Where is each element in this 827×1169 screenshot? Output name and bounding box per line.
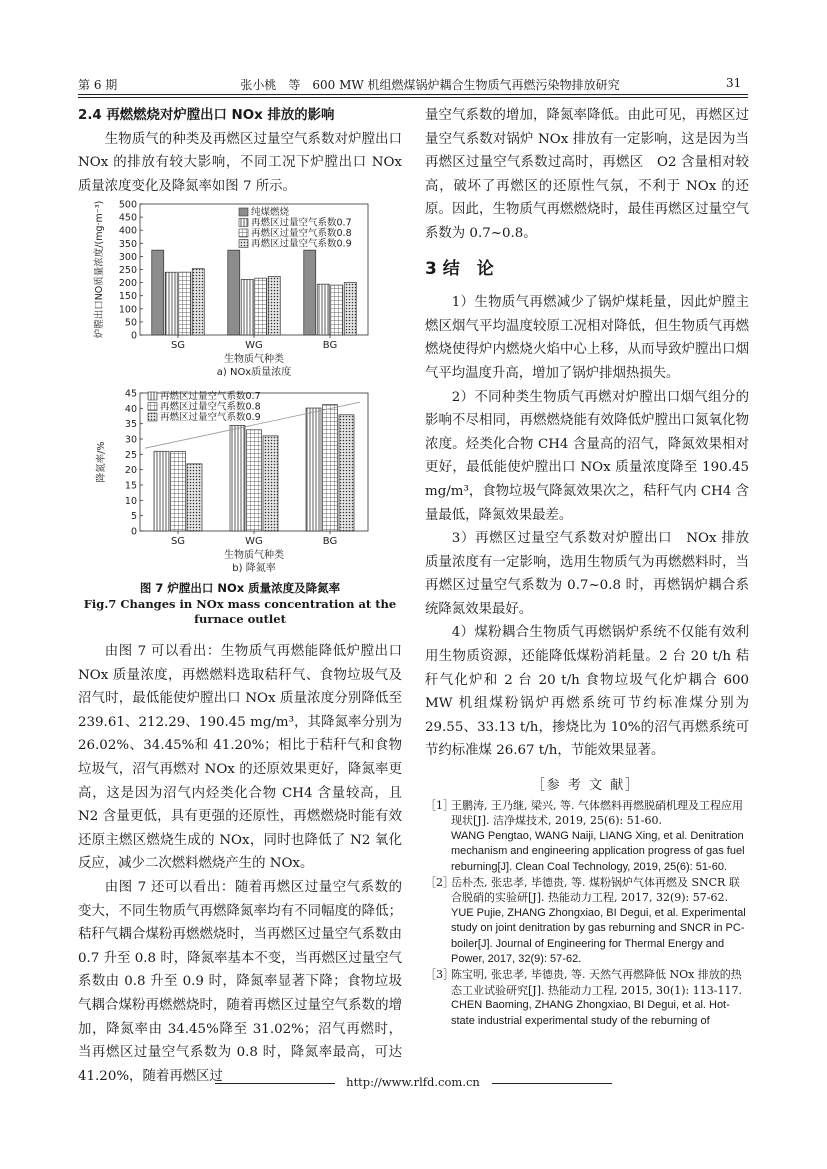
reference-item: ［1］ 王鹏涛, 王乃继, 梁兴, 等. 气体燃料再燃脱硝机理及工程应用现状[J]. 洁净煤技术, 2019, 25(6): 51-60. WANG Pengtao, WANG Naiji, LIANG Xing, et al. Denitration mechanism and engineering application progress of gas fuel reburning[J]. Clean Coal Technology, 2019, 25(6): 51-60. (425, 799, 745, 873)
y-tick-label: 250 (118, 265, 137, 276)
bar (230, 425, 245, 531)
y-tick-label: 40 (124, 403, 137, 415)
x-tick-label: BG (322, 340, 338, 351)
x-axis-label: 生物质气种类 (224, 550, 284, 561)
legend-swatch (239, 240, 248, 248)
conclusion-4: 4）煤粉耦合生物质气再燃锅炉系统不仅能有效利用生物质资源，还能降低煤粉消耗量。2 台 20 t/h 秸秆气化炉和 2 台 20 t/h 食物垃圾气化炉耦合 600 MW 机组煤粉锅炉再燃系统可节约标准煤分别为 29.55、33.13 t/h，掺烧比为 10%的沼气再燃系统可节约标准煤 26.67 t/h，节能效果显著。 (425, 625, 749, 759)
y-tick-label: 300 (118, 251, 137, 263)
right-column (425, 104, 749, 763)
legend-swatch (239, 219, 248, 227)
bar (228, 250, 240, 335)
paragraph-analysis-1: 由图 7 可以看出：生物质气再燃能降低炉膛出口 NOx 质量浓度，再燃燃料选取秸秆气、食物垃圾气及沼气时，最低能使炉膛出口 NOx 质量浓度分别降低至 239.61、212.29、190.45 mg/m³，其降氮率分别为 26.02%、34.45%和 41.20%；相比于秸秆气和食物垃圾气，沼气再燃对 NOx 的还原效果更好，降氮率更高，这是因为沼气内烃类化合物 CH4 含量较高，且 N2 含量更低，具有更强的还原性，再燃燃烧时能有效还原主燃区燃烧生成的 NOx，同时也降低了 N2 氧化反应，减少二次燃料燃烧产生的 NOx。 (78, 644, 402, 872)
legend-label: 再燃区过量空气系数0.9 (251, 238, 352, 250)
bar (331, 285, 343, 335)
x-tick-label: BG (322, 536, 338, 547)
y-tick-label: 10 (124, 495, 137, 507)
y-tick-label: 500 (118, 199, 137, 211)
y-tick-label: 150 (118, 291, 137, 303)
y-axis-label: 降氮率/% (96, 441, 107, 483)
y-tick-label: 5 (130, 511, 137, 523)
y-tick-label: 25 (124, 449, 137, 461)
x-axis-label: 生物质气种类 (224, 354, 284, 365)
figure-caption-en: Fig.7 Changes in NOx mass concentration at the furnace outlet (83, 597, 397, 626)
left-column-top (78, 104, 402, 198)
bar (179, 272, 191, 335)
legend-label: 再燃区过量空气系数0.9 (160, 412, 261, 423)
conclusion-2: 2）不同种类生物质气再燃对炉膛出口烟气组分的影响不尽相同，再燃燃烧能有效降低炉膛出口氮氧化物浓度。烃类化合物 CH4 含量高的沼气，降氮效果相对更好，最低能使炉膛出口 NOx 质量浓度降至 190.45 mg/m³，食物垃圾气降氮效果次之，秸秆气内 CH4 含量最低，降氮效果最差。 (425, 389, 749, 523)
header-title: 张小桃 等 600 MW 机组燃煤锅炉耦合生物质气再燃污染物排放研究 (240, 78, 620, 92)
left-column-bottom (78, 640, 402, 1088)
chart-subtitle: a) NOx质量浓度 (216, 367, 292, 378)
bar (152, 250, 164, 335)
reference-item: ［3］ 陈宝明, 张忠孝, 毕德贵, 等. 天然气再燃降低 NOx 排放的热态工业试验研究[J]. 热能动力工程, 2015, 30(1): 113-117. CHEN Baoming, ZHANG Zhongxiao, BI Degui, et al. Hot-state industrial experimental study of the reburning of (425, 968, 742, 1027)
y-tick-label: 0 (130, 526, 137, 538)
bar (323, 405, 338, 531)
y-tick-label: 400 (118, 225, 137, 237)
y-tick-label: 350 (118, 238, 137, 250)
legend-label: 再燃区过量空气系数0.8 (160, 401, 261, 413)
section-heading-3: 3 结 论 (425, 258, 494, 279)
bar (317, 284, 329, 335)
footer-url: http://www.rlfd.com.cn (346, 1075, 480, 1089)
y-tick-label: 200 (118, 278, 137, 290)
header-rule-thin (78, 97, 748, 98)
y-tick-label: 35 (124, 419, 137, 431)
y-tick-label: 100 (118, 304, 137, 316)
conclusion-3: 3）再燃区过量空气系数对炉膛出口 NOx 排放质量浓度有一定影响，选用生物质气为再燃燃料时，当再燃区过量空气系数为 0.7~0.8 时，再燃锅炉耦合系统降氮效果最好。 (425, 531, 749, 617)
chart-denitration-rate (78, 385, 404, 577)
references-title: ［参 考 文 献］ (531, 778, 641, 793)
bar (255, 278, 267, 335)
x-tick-label: WG (245, 340, 263, 351)
y-tick-label: 45 (124, 388, 137, 400)
legend-swatch (148, 403, 157, 411)
paragraph-intro: 生物质气的种类及再燃区过量空气系数对炉膛出口 NOx 的排放有较大影响，不同工况下炉膛出口 NOx 质量浓度变化及降氮率如图 7 所示。 (78, 131, 402, 194)
legend-label: 再燃区过量空气系数0.8 (251, 228, 352, 239)
header-rule (78, 94, 748, 95)
bar (171, 452, 186, 531)
bar (241, 279, 253, 335)
bar (165, 272, 177, 335)
references-list (425, 798, 747, 1029)
reference-item: ［2］ 岳朴杰, 张忠孝, 毕德贵, 等. 煤粉锅炉气体再燃及 SNCR 联合脱硝的实验研[J]. 热能动力工程, 2017, 32(9): 57-62. YUE Pujie, ZHANG Zhongxiao, BI Degui, et al. Experimental study on joint denitration by gas reburning and SNCR in PC-boiler[J]. Journal of Engineering for Thermal Energy and Power, 2017, 32(9): 57-62. (425, 876, 746, 966)
legend-label: 再燃区过量空气系数0.7 (160, 391, 261, 402)
y-axis-label: 炉膛出口NO质量浓度/(mg·m⁻³) (94, 200, 105, 339)
header-issue: 第 6 期 (78, 78, 118, 92)
legend-label: 纯煤燃烧 (251, 207, 290, 218)
x-tick-label: SG (170, 536, 186, 547)
bar (247, 430, 262, 531)
bar (304, 250, 316, 335)
figure-caption-cn: 图 7 炉膛出口 NOx 质量浓度及降氮率 (139, 581, 341, 595)
bar (306, 408, 321, 531)
y-tick-label: 0 (130, 330, 137, 342)
legend-label: 再燃区过量空气系数0.7 (251, 217, 352, 229)
y-tick-label: 450 (118, 212, 137, 224)
chart-subtitle: b) 降氮率 (232, 563, 276, 574)
y-tick-label: 15 (124, 480, 137, 492)
bar (344, 282, 356, 335)
legend-swatch (148, 392, 157, 400)
paragraph-analysis-2: 由图 7 还可以看出：随着再燃区过量空气系数的变大，不同生物质气再燃降氮率均有不同幅度的降低；秸秆气耦合煤粉再燃燃烧时，当再燃区过量空气系数由 0.7 升至 0.8 时，降氮率基本不变，当再燃区过量空气系数由 0.8 升至 0.9 时，降氮率显著下降；食物垃圾气耦合煤粉再燃燃烧时，随着再燃区过量空气系数的增加，降氮率由 34.45%降至 31.02%；沼气再燃时，当再燃区过量空气系数为 0.8 时，降氮率最高，可达 41.20%，随着再燃区过 (78, 879, 402, 1084)
conclusion-1: 1）生物质气再燃减少了锅炉煤耗量，因此炉膛主燃区烟气平均温度较原工况相对降低，但生物质气再燃燃烧使得炉内燃烧火焰中心上移，从而导致炉膛出口烟气平均温度升高，增加了锅炉排烟热损失。 (425, 295, 749, 381)
paragraph-continued: 量空气系数的增加，降氮率降低。由此可见，再燃区过量空气系数对锅炉 NOx 排放有一定影响，这是因为当再燃区过量空气系数过高时，再燃区 O2 含量相对较高，破坏了再燃区的还原性气氛，不利于 NOx 的还原。因此，生物质气再燃燃烧时，最佳再燃区过量空气系数为 0.7~0.8。 (425, 108, 749, 241)
x-tick-label: WG (245, 536, 263, 547)
y-tick-label: 30 (124, 434, 137, 446)
bar (268, 276, 280, 335)
section-heading-2-4: 2.4 再燃燃烧对炉膛出口 NOx 排放的影响 (78, 108, 335, 123)
y-tick-label: 50 (124, 317, 137, 329)
y-tick-label: 20 (124, 465, 137, 477)
header-page-number: 31 (726, 76, 742, 90)
bar (154, 451, 169, 531)
bar (339, 415, 354, 531)
legend-swatch (239, 229, 248, 237)
bar (192, 269, 204, 335)
bar (263, 436, 278, 531)
x-tick-label: SG (170, 340, 186, 351)
chart-nox-concentration (78, 196, 404, 384)
legend-swatch (148, 413, 157, 421)
bar (187, 464, 202, 531)
legend-swatch (239, 208, 248, 216)
